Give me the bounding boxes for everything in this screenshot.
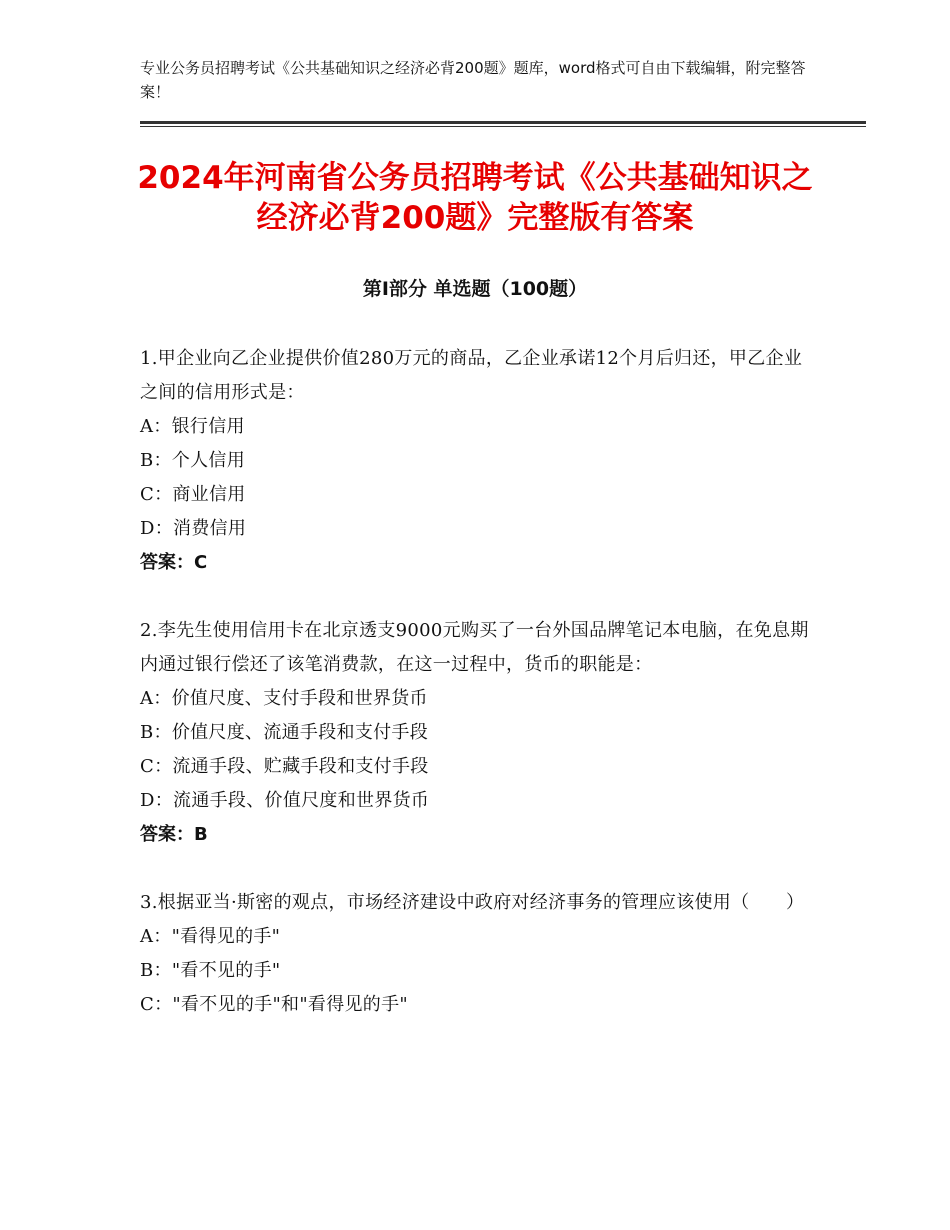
option-d: D：流通手段、价值尺度和世界货币 [140, 790, 430, 811]
option-b: B："看不见的手" [140, 960, 281, 981]
option-a: A："看得见的手" [140, 926, 281, 947]
option-c: C："看不见的手"和"看得见的手" [140, 994, 408, 1015]
answer: 答案：C [140, 552, 208, 573]
question-1 [140, 342, 810, 580]
option-a: A：银行信用 [140, 416, 245, 437]
option-c: C：商业信用 [140, 484, 246, 505]
answer: 答案：B [140, 824, 208, 845]
question-3 [140, 886, 810, 1022]
option-b: B：个人信用 [140, 450, 246, 471]
question-stem: 1.甲企业向乙企业提供价值280万元的商品，乙企业承诺12个月后归还，甲乙企业之间的信用形式是： [140, 348, 803, 403]
document-title: 2024年河南省公务员招聘考试《公共基础知识之经济必背200题》完整版有答案 [137, 160, 813, 236]
option-b: B：价值尺度、流通手段和支付手段 [140, 722, 429, 743]
section-heading: 第Ⅰ部分 单选题（100题） [362, 278, 588, 300]
header-note: 专业公务员招聘考试《公共基础知识之经济必背200题》题库，word格式可自由下载编辑，附完整答案！ [140, 59, 806, 101]
option-c: C：流通手段、贮藏手段和支付手段 [140, 756, 429, 777]
question-stem: 2.李先生使用信用卡在北京透支9000元购买了一台外国品牌笔记本电脑，在免息期内通过银行偿还了该笔消费款，在这一过程中，货币的职能是： [140, 620, 809, 675]
header-rule-thick [140, 121, 866, 124]
option-d: D：消费信用 [140, 518, 247, 539]
header-rule-thin [140, 126, 866, 127]
question-2 [140, 614, 810, 852]
question-stem: 3.根据亚当·斯密的观点，市场经济建设中政府对经济事务的管理应该使用（ ） [140, 892, 805, 913]
question-list [140, 342, 810, 1056]
option-a: A：价值尺度、支付手段和世界货币 [140, 688, 428, 709]
